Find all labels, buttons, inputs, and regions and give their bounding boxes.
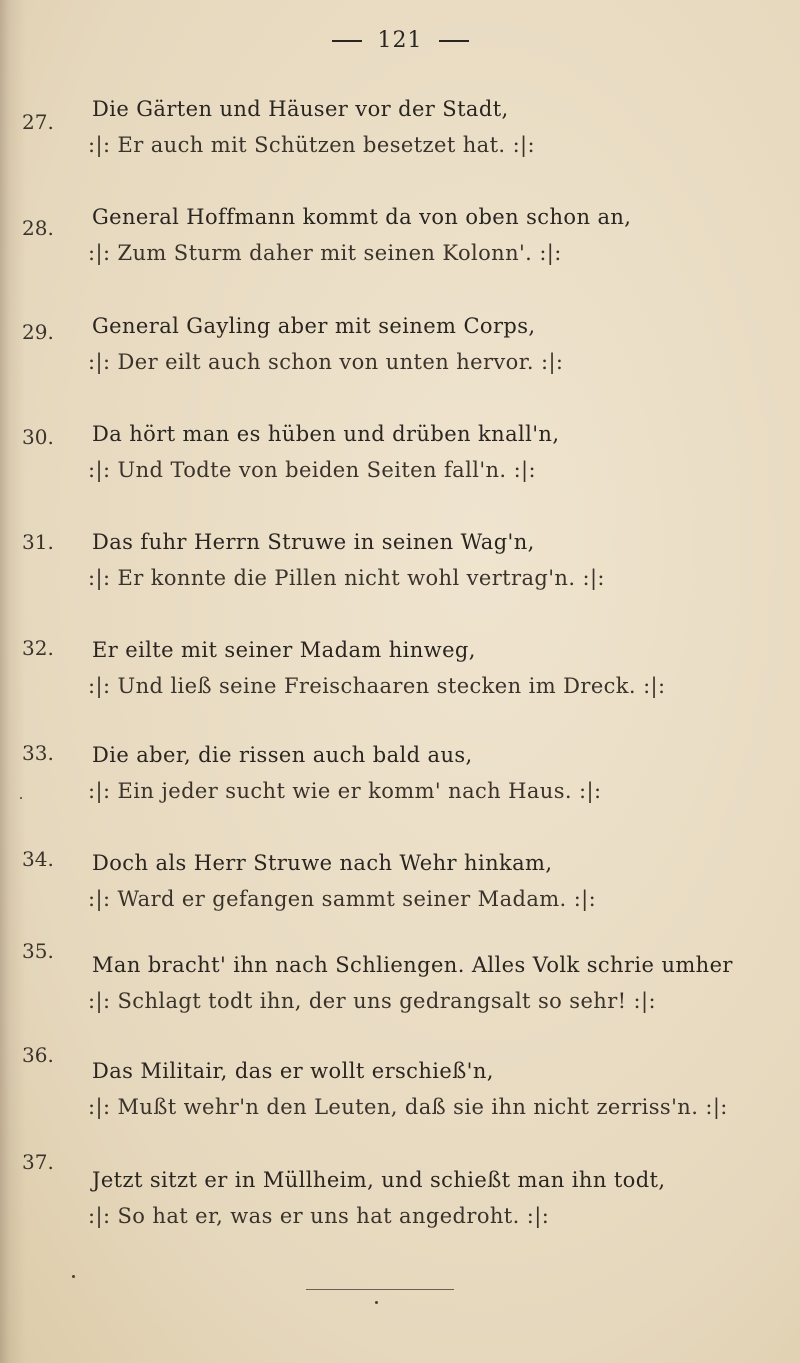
verse-line-2: :|: Er auch mit Schützen besetzet hat. :|: xyxy=(88,133,536,157)
verse-number: 34. xyxy=(22,847,54,871)
verse-line-1: Doch als Herr Struwe nach Wehr hinkam, xyxy=(92,851,553,875)
header-dash-left xyxy=(332,40,362,42)
verse-line-2: :|: Ein jeder sucht wie er komm' nach Haus. :|: xyxy=(88,779,602,803)
verse-number: 27. xyxy=(22,110,54,134)
verse-number: 31. xyxy=(22,530,54,554)
verse-number: 33. xyxy=(22,741,54,765)
verse-line-1: Die aber, die rissen auch bald aus, xyxy=(92,743,473,767)
verse-line-2: :|: Er konnte die Pillen nicht wohl vertrag'n. :|: xyxy=(88,566,605,590)
header-dash-right xyxy=(439,40,469,42)
verse-line-2: :|: So hat er, was er uns hat angedroht. :|: xyxy=(88,1204,550,1228)
verse-number: 32. xyxy=(22,636,54,660)
verse-line-1: General Hoffmann kommt da von oben schon an, xyxy=(92,205,632,229)
verse-line-1: Da hört man es hüben und drüben knall'n, xyxy=(92,422,560,446)
footer-rule xyxy=(306,1289,454,1290)
verse-line-2: :|: Zum Sturm daher mit seinen Kolonn'. :|: xyxy=(88,241,562,265)
verse-number: 29. xyxy=(22,320,54,344)
page-header xyxy=(0,28,800,53)
verse-line-2: :|: Und Todte von beiden Seiten fall'n. :|: xyxy=(88,458,537,482)
verse-line-1: Die Gärten und Häuser vor der Stadt, xyxy=(92,97,509,121)
page-number: 121 xyxy=(377,28,423,53)
ink-speck xyxy=(375,1301,378,1304)
verse-number: 30. xyxy=(22,425,54,449)
verse-line-2: :|: Schlagt todt ihn, der uns gedrangsalt so sehr! :|: xyxy=(88,989,656,1013)
verse-line-2: :|: Und ließ seine Freischaaren stecken im Dreck. :|: xyxy=(88,674,666,698)
verse-line-1: Er eilte mit seiner Madam hinweg, xyxy=(92,638,476,662)
verse-line-1: Das fuhr Herrn Struwe in seinen Wag'n, xyxy=(92,530,535,554)
verse-number: 28. xyxy=(22,216,54,240)
verse-line-1: General Gayling aber mit seinem Corps, xyxy=(92,314,536,338)
verse-line-1: Jetzt sitzt er in Müllheim, und schießt man ihn todt, xyxy=(92,1168,666,1192)
verse-line-2: :|: Der eilt auch schon von unten hervor. :|: xyxy=(88,350,564,374)
verse-number: 36. xyxy=(22,1043,54,1067)
ink-speck xyxy=(20,797,22,799)
verse-number: 35. xyxy=(22,939,54,963)
verse-line-1: Man bracht' ihn nach Schliengen. Alles Volk schrie umher xyxy=(92,953,733,977)
verse-line-1: Das Militair, das er wollt erschieß'n, xyxy=(92,1059,494,1083)
verse-line-2: :|: Ward er gefangen sammt seiner Madam. :|: xyxy=(88,887,597,911)
verse-number: 37. xyxy=(22,1150,54,1174)
verse-line-2: :|: Mußt wehr'n den Leuten, daß sie ihn nicht zerriss'n. :|: xyxy=(88,1095,728,1119)
ink-speck xyxy=(72,1275,75,1278)
